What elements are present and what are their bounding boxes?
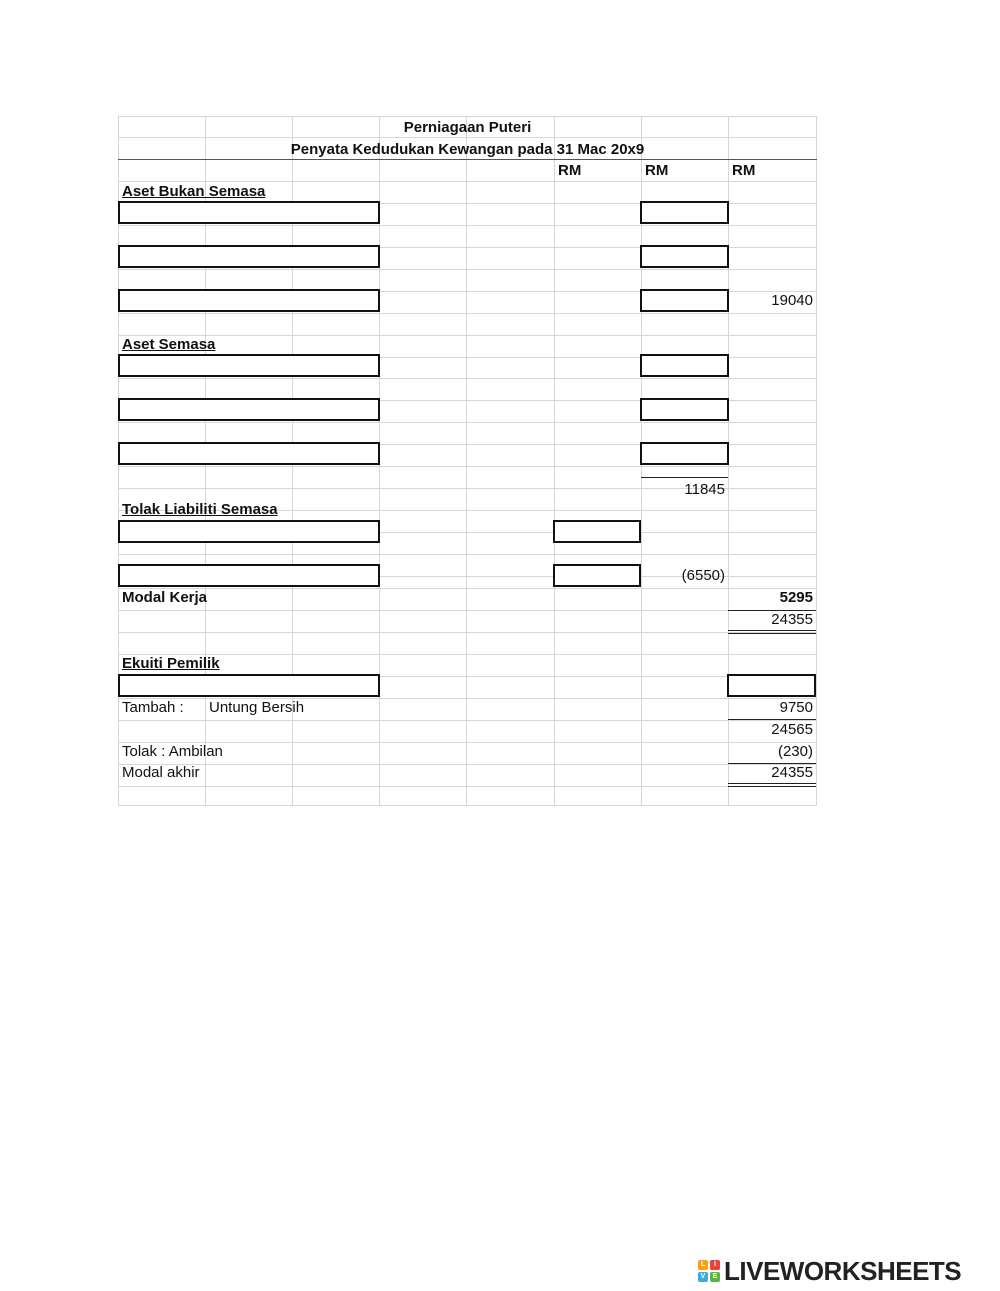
non-current-asset-name-input-2[interactable] [118, 245, 380, 268]
non-current-asset-name-input-1[interactable] [118, 201, 380, 224]
net-assets-double-rule-top [728, 630, 816, 631]
current-asset-value-input-3[interactable] [640, 442, 729, 465]
business-name: Perniagaan Puteri [403, 119, 532, 136]
opening-capital-value-input[interactable] [727, 674, 816, 697]
current-asset-name-input-1[interactable] [118, 354, 380, 377]
non-current-assets-total: 19040 [771, 292, 813, 309]
opening-capital-name-input[interactable] [118, 674, 380, 697]
currency-label-2: RM [645, 162, 669, 179]
liability-name-input-2[interactable] [118, 564, 380, 587]
net-profit-value: 9750 [779, 699, 813, 716]
current-asset-name-input-3[interactable] [118, 442, 380, 465]
net-assets-value: 24355 [771, 611, 813, 628]
logo-text: LIVEWORKSHEETS [724, 1255, 962, 1286]
closing-capital-value: 24355 [771, 764, 813, 781]
working-capital-label: Modal Kerja [122, 589, 208, 606]
net-assets-double-rule-bottom [728, 633, 816, 634]
closing-capital-label: Modal akhir [122, 764, 200, 781]
current-liabilities-total: (6550) [681, 567, 725, 584]
liability-value-input-1[interactable] [553, 520, 641, 543]
equity-subtotal-value: 24565 [771, 721, 813, 738]
currency-label-3: RM [732, 162, 756, 179]
section-non-current-assets: Aset Bukan Semasa [122, 183, 266, 200]
currency-label-1: RM [558, 162, 582, 179]
section-current-liabilities: Tolak Liabiliti Semasa [122, 501, 278, 518]
net-profit-label: Untung Bersih [209, 699, 305, 716]
section-owner-equity: Ekuiti Pemilik [122, 655, 220, 672]
current-asset-value-input-1[interactable] [640, 354, 729, 377]
statement-title: Penyata Kedudukan Kewangan pada 31 Mac 20x9 [290, 141, 645, 158]
current-asset-value-input-2[interactable] [640, 398, 729, 421]
closing-double-rule-bottom [728, 786, 816, 787]
subtotal-rule [641, 477, 728, 478]
non-current-asset-name-input-3[interactable] [118, 289, 380, 312]
drawings-value: (230) [777, 743, 813, 760]
working-capital-value: 5295 [779, 589, 813, 606]
logo-icon [698, 1260, 720, 1282]
liveworksheets-logo [698, 1256, 961, 1286]
current-assets-total: 11845 [684, 481, 725, 498]
logo-tile-e: E [710, 1272, 720, 1282]
balance-sheet [118, 116, 817, 806]
logo-tile-v: V [698, 1272, 708, 1282]
closing-double-rule-top [728, 783, 816, 784]
drawings-label: Tolak : Ambilan [122, 743, 223, 760]
non-current-asset-value-input-3[interactable] [640, 289, 729, 312]
logo-tile-l: L [698, 1260, 708, 1270]
section-current-assets: Aset Semasa [122, 336, 216, 353]
current-asset-name-input-2[interactable] [118, 398, 380, 421]
net-profit-rule [728, 719, 816, 720]
add-label: Tambah : [122, 699, 184, 716]
liability-name-input-1[interactable] [118, 520, 380, 543]
logo-tile-i: I [710, 1260, 720, 1270]
non-current-asset-value-input-1[interactable] [640, 201, 729, 224]
liability-value-input-2[interactable] [553, 564, 641, 587]
non-current-asset-value-input-2[interactable] [640, 245, 729, 268]
